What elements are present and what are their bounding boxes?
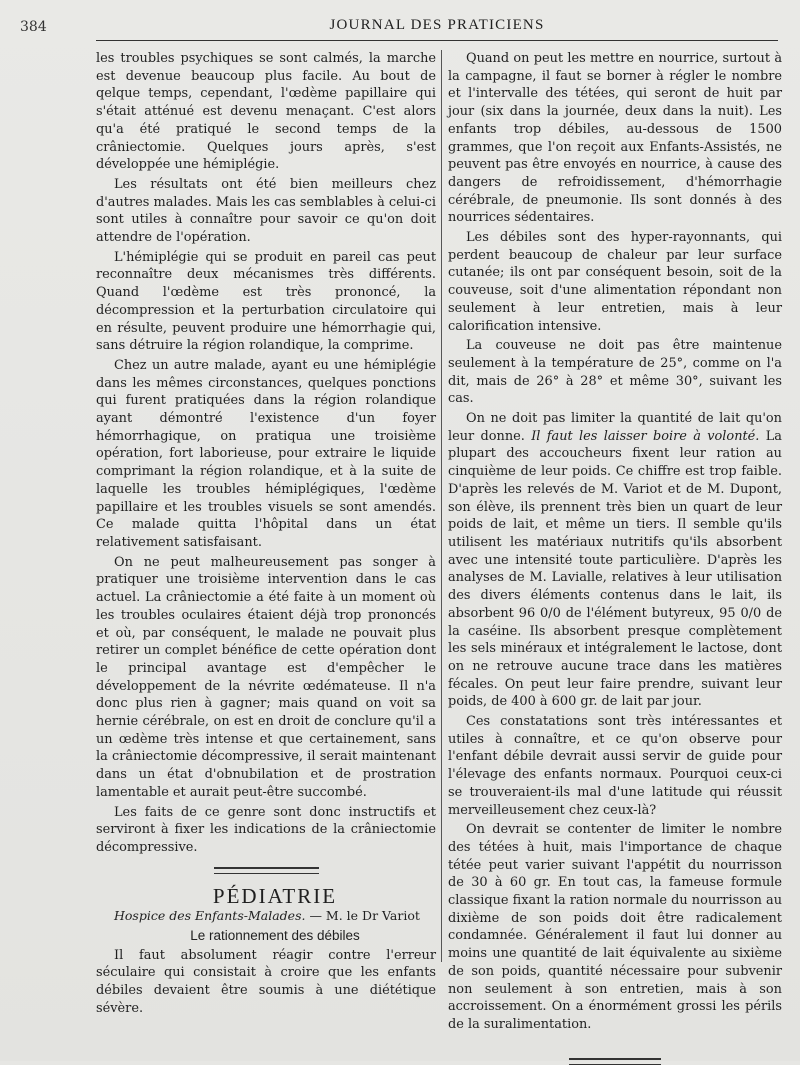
end-rule [569, 1058, 661, 1065]
paragraph: Quand on peut les mettre en nourrice, surtout à la campagne, il faut se borner à régler le nombre et l'intervalle des tétées, qui seront de huit par jour (six dans la journée, deux dans la nuit). Les enfants trop débiles, au-dessous de 1500 grammes, que l'on reçoit aux Enfants-Assistés, ne peuvent pas être envoyés en nourrice, à cause des dangers de refroidissement, d'hémorrhagie cérébrale, de pneumonie. Ils sont donnés à des nourrices sédentaires. [448, 51, 782, 226]
paragraph: les troubles psychiques se sont calmés, la marche est devenue beaucoup plus facile. Au bout de qelque temps, cependant, l'œdème papillaire qui s'était atténué est devenu menaçant. C'est alors qu'a été pratiqué le second temps de la crâniectomie. Quelques jours après, s'est développée une hémiplégie. [96, 51, 436, 173]
paragraph [448, 410, 782, 711]
paragraph: Il faut absolument réagir contre l'erreur séculaire qui consistait à croire que les enfants débiles devaient être soumis à une diététique sévère. [96, 947, 436, 1016]
article-title: Le rationnement des débiles [190, 928, 360, 944]
right-column [448, 50, 782, 1065]
source-author: — M. le Dr Variot [309, 908, 420, 924]
paragraph: Les résultats ont été bien meilleurs chez d'autres malades. Mais les cas semblables à celui-ci sont utiles à connaître pour savoir ce qu'on doit attendre de l'opération. [96, 176, 436, 246]
column-divider [441, 50, 442, 962]
paragraph: La couveuse ne doit pas être maintenue seulement à la température de 25°, comme on l'a dit, mais de 26° à 28° et même 30°, suivant les cas. [448, 338, 782, 407]
text-span: La plupart des accoucheurs fixent leur ration au cinquième de leur poids. Ce chiffre est trop faible. D'après les relevés de M. Variot et de M. Dupont, son élève, ils prennent très bien un quart de leur poids de lait, et même un tiers. Il semble qu'ils utilisent les matériaux nutritifs qu'ils absorbent avec une intensité toute particulière. D'après les analyses de M. Lavialle, relatives à leur utilisation des divers éléments contenus dans le lait, ils absorbent 96 0/0 de l'élément butyreux, 95 0/0 de la caséine. Ils absorbent presque complètement les sels minéraux et intégralement le lactose, dont on ne retrouve aucune trace dans les matières fécales. On peut leur faire prendre, suivant leur poids, de 400 à 600 gr. de lait par jour. [448, 428, 782, 710]
text-span: On ne doit pas limiter la quantité de lait qu'on leur donne. [448, 411, 782, 444]
left-column [96, 50, 436, 1020]
paragraph: L'hémiplégie qui se produit en pareil cas peut reconnaître deux mécanismes très différents. Quand l'œdème est très prononcé, la décompression et la perturbation circulatoire qui en résulte, peuvent produire une hémorrhagie qui, sans détruire la région rolandique, la comprime. [96, 249, 436, 354]
paragraph: Les débiles sont des hyper-rayonnants, qui perdent beaucoup de chaleur par leur surface cutanée; ils ont par conséquent besoin, soit de la couveuse, soit d'une alimentation répondant non seulement à leur entretien, mais à leur calorification intensive. [448, 230, 782, 334]
running-header [96, 18, 778, 41]
paragraph: On devrait se contenter de limiter le nombre des tétées à huit, mais l'importance de chaque tétée peut varier suivant l'appétit du nourrisson de 30 à 60 gr. En tout cas, la fameuse formule classique fixant la ration normale du nourrisson au dixième de son poids doit être radicalement condamnée. Généralement il faut lui donner au moins une quantité de lait équivalente au sixième de son poids, quantité nécessaire pour subvenir non seulement à son entretien, mais à son accroissement. On a énormément grossi les périls de la suralimentation. [448, 822, 782, 1032]
paragraph: Ces constatations sont très intéressantes et utiles à connaître, et ce qu'on observe pour l'enfant débile devrait aussi servir de guide pour l'élevage des enfants normaux. Pourquoi ceux-ci se trouveraient-ils mal d'une latitude qui réussit merveilleusement chez ceux-là? [448, 714, 782, 818]
paragraph: On ne peut malheureusement pas songer à pratiquer une troisième intervention dans le cas actuel. La crâniectomie a été faite à un moment où les troubles oculaires étaient déjà trop prononcés et où, par conséquent, le malade ne pouvait plus retirer un complet bénéfice de cette opération dont le principal avantage est d'empêcher le développement de la névrite œdémateuse. Il n'a donc plus rien à gagner; mais quand on voit sa hernie cérébrale, on est en droit de conclure qu'il a un œdème très intense et que certainement, sans la crâniectomie décompressive, il serait maintenant dans un état d'obnubilation et de prostration lamentable et aurait peut-être succombé. [96, 554, 436, 800]
source-institution: Hospice des Enfants-Malades. [114, 908, 306, 924]
journal-title: JOURNAL DES PRATICIENS [329, 17, 545, 33]
paragraph: Les faits de ce genre sont donc instructifs et serviront à fixer les indications de la crâniectomie décompressive. [96, 804, 436, 855]
section-divider [214, 867, 319, 874]
page-number: 384 [20, 19, 47, 35]
italic-emphasis: Il faut les laisser boire à volonté. [531, 428, 760, 444]
section-title: PÉDIATRIE [212, 883, 338, 908]
article-source [96, 907, 436, 925]
paragraph: Chez un autre malade, ayant eu une hémiplégie dans les mêmes circonstances, quelques ponctions qui furent pratiquées dans la région rolandique ayant démontré l'existence d'un foyer hémorrhagique, on pratiqua une troisième opération, fort laborieuse, pour extraire le liquide comprimant la région rolandique, et à la suite de laquelle les troubles hémiplégiques, l'œdème papillaire et les troubles visuels se sont amendés. Ce malade quitta l'hôpital dans un état relativement satisfaisant. [96, 357, 436, 550]
